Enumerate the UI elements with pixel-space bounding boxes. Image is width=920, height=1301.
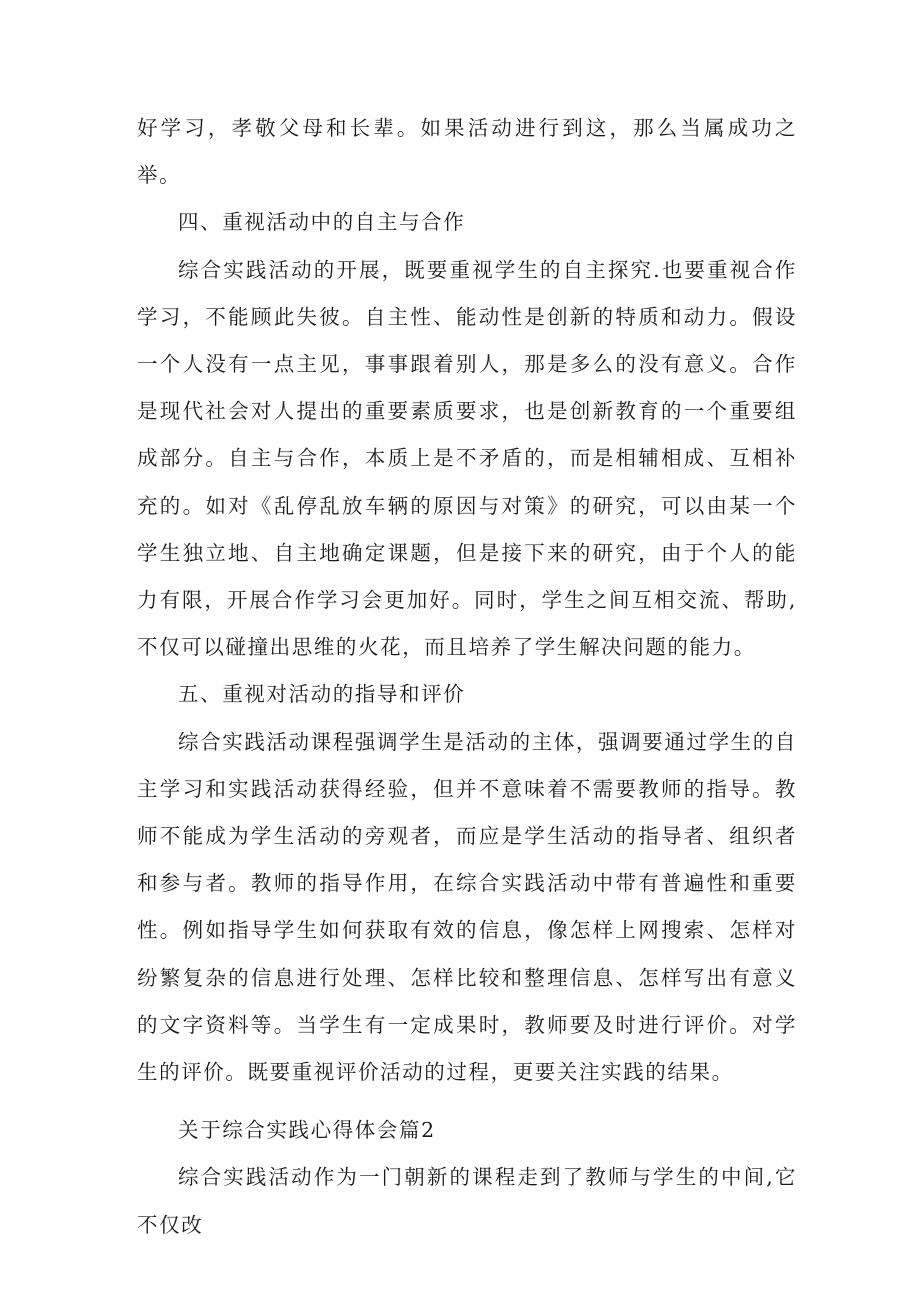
paragraph-section-5: 综合实践活动课程强调学生是活动的主体，强调要通过学生的自主学习和实践活动获得经验，但并不意味着不需要教师的指导。教师不能成为学生活动的旁观者，而应是学生活动的指导者、组织者和参与者。教师的指导作用，在综合实践活动中带有普遍性和重要性。例如指导学生如何获取有效的信息，像怎样上网搜索、怎样对纷繁复杂的信息进行处理、怎样比较和整理信息、怎样写出有意义的文字资料等。当学生有一定成果时，教师要及时进行评价。对学生的评价。既要重视评价活动的过程，更要关注实践的结果。 bbox=[137, 729, 797, 1085]
document-body bbox=[137, 105, 797, 1249]
paragraph-continued: 好学习，孝敬父母和长辈。如果活动进行到这，那么当属成功之举。 bbox=[137, 116, 797, 188]
section-title: 关于综合实践心得体会篇2 bbox=[178, 1118, 436, 1143]
paragraph-section-4: 综合实践活动的开展，既要重视学生的自主探究.也要重视合作学习，不能顾此失彼。自主性、能动性是创新的特质和动力。假设一个人没有一点主见，事事跟着别人，那是多么的没有意义。合作是现代社会对人提出的重要素质要求，也是创新教育的一个重要组成部分。自主与合作，本质上是不矛盾的，而是相辅相成、互相补充的。如对《乱停乱放车辆的原因与对策》的研究，可以由某一个学生独立地、自主地确定课题，但是接下来的研究，由于个人的能力有限，开展合作学习会更加好。同时，学生之间互相交流、帮助,不仅可以碰撞出思维的火花，而且培养了学生解决问题的能力。 bbox=[137, 257, 797, 660]
paragraph-next: 综合实践活动作为一门朝新的课程走到了教师与学生的中间,它不仅改 bbox=[137, 1165, 797, 1237]
heading-section-5: 五、重视对活动的指导和评价 bbox=[178, 682, 466, 707]
heading-section-4: 四、重视活动中的自主与合作 bbox=[178, 210, 466, 235]
